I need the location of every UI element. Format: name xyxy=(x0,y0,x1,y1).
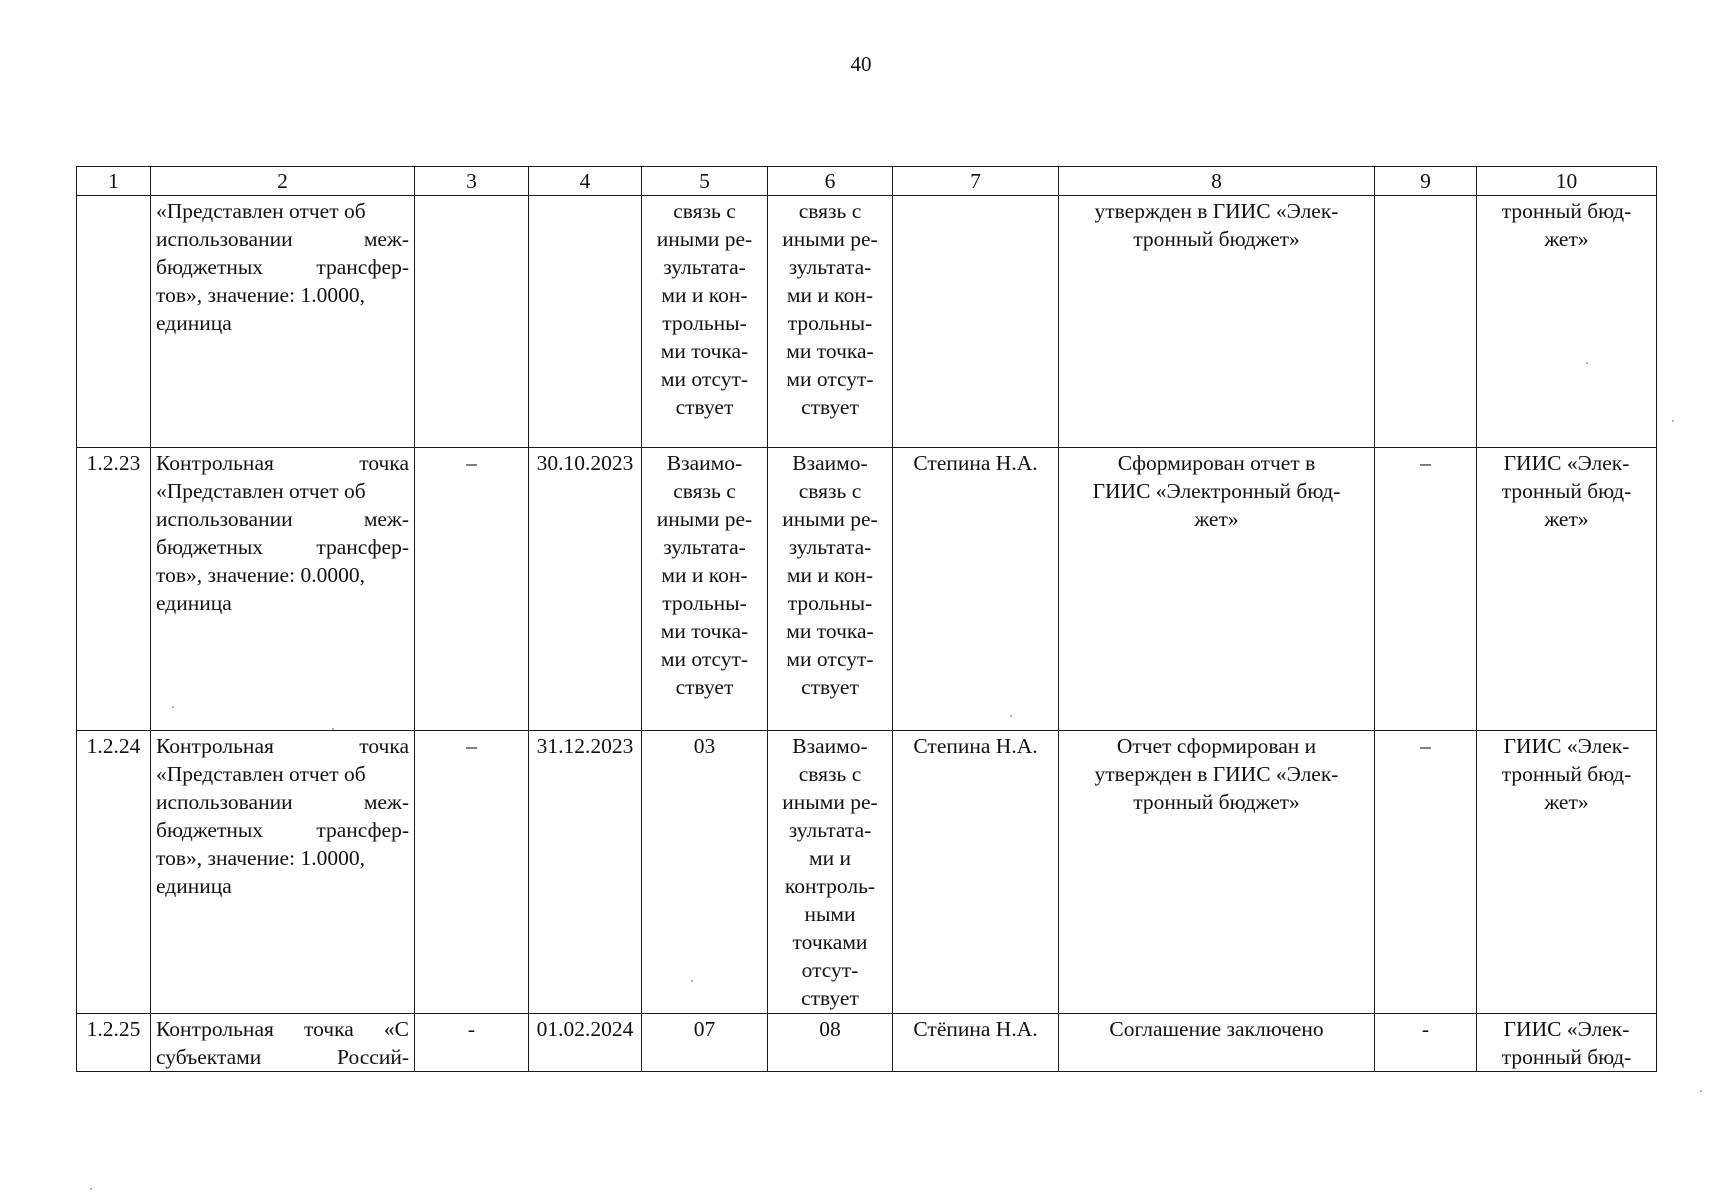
column-header-2: 2 xyxy=(151,167,415,196)
cell-number xyxy=(77,196,151,448)
table-row xyxy=(77,448,1657,731)
cell-date xyxy=(529,196,642,448)
cell-number: 1.2.23 xyxy=(77,448,151,731)
cell-responsible xyxy=(893,196,1059,448)
cell-number: 1.2.25 xyxy=(77,1014,151,1072)
cell-col5: 03 xyxy=(642,731,768,1014)
column-header-6: 6 xyxy=(768,167,893,196)
cell-responsible: Степина Н.А. xyxy=(893,448,1059,731)
cell-col3: – xyxy=(415,448,529,731)
cell-date: 30.10.2023 xyxy=(529,448,642,731)
cell-name: Контрольная точка «Представлен отчет об использовании меж- бюджетных трансфер- тов», значение: 0.0000, единица xyxy=(151,448,415,731)
column-header-9: 9 xyxy=(1375,167,1477,196)
scan-speck xyxy=(90,1188,92,1190)
cell-col6: 08 xyxy=(768,1014,893,1072)
cell-col5: 07 xyxy=(642,1014,768,1072)
cell-col5: Взаимо- связь с иными ре- зультата- ми и кон- трольны- ми точка- ми отсут- ствует xyxy=(642,448,768,731)
scan-speck xyxy=(1700,1090,1702,1092)
cell-date: 31.12.2023 xyxy=(529,731,642,1014)
column-header-8: 8 xyxy=(1059,167,1375,196)
scan-speck xyxy=(1586,362,1588,364)
cell-name: Контрольная точка «С субъектами Россий- xyxy=(151,1014,415,1072)
table-row xyxy=(77,731,1657,1014)
column-header-10: 10 xyxy=(1477,167,1657,196)
cell-col3 xyxy=(415,196,529,448)
table-row xyxy=(77,1014,1657,1072)
cell-col9: – xyxy=(1375,731,1477,1014)
cell-result: утвержден в ГИИС «Элек- тронный бюджет» xyxy=(1059,196,1375,448)
cell-date: 01.02.2024 xyxy=(529,1014,642,1072)
page-number: 40 xyxy=(850,52,872,76)
cell-col5: связь с иными ре- зультата- ми и кон- трольны- ми точка- ми отсут- ствует xyxy=(642,196,768,448)
cell-col6: Взаимо- связь с иными ре- зультата- ми и контроль- ными точками отсут- ствует xyxy=(768,731,893,1014)
scan-speck xyxy=(332,728,334,730)
column-header-5: 5 xyxy=(642,167,768,196)
scan-speck xyxy=(1010,715,1012,717)
cell-col3: – xyxy=(415,731,529,1014)
scan-speck xyxy=(172,706,174,708)
cell-system: тронный бюд- жет» xyxy=(1477,196,1657,448)
cell-name: «Представлен отчет об использовании меж- бюджетных трансфер- тов», значение: 1.0000, единица xyxy=(151,196,415,448)
cell-col9 xyxy=(1375,196,1477,448)
cell-col6: связь с иными ре- зультата- ми и кон- трольны- ми точка- ми отсут- ствует xyxy=(768,196,893,448)
cell-name: Контрольная точка «Представлен отчет об использовании меж- бюджетных трансфер- тов», значение: 1.0000, единица xyxy=(151,731,415,1014)
cell-responsible: Стёпина Н.А. xyxy=(893,1014,1059,1072)
scan-speck xyxy=(1672,420,1674,422)
cell-responsible: Степина Н.А. xyxy=(893,731,1059,1014)
control-points-table xyxy=(76,166,1657,1072)
column-numbers-row xyxy=(77,167,1657,196)
column-header-3: 3 xyxy=(415,167,529,196)
cell-system: ГИИС «Элек- тронный бюд- жет» xyxy=(1477,731,1657,1014)
cell-result: Соглашение заключено xyxy=(1059,1014,1375,1072)
cell-system: ГИИС «Элек- тронный бюд- жет» xyxy=(1477,448,1657,731)
cell-result: Сформирован отчет в ГИИС «Электронный бюд- жет» xyxy=(1059,448,1375,731)
cell-system: ГИИС «Элек- тронный бюд- xyxy=(1477,1014,1657,1072)
table-row xyxy=(77,196,1657,448)
cell-number: 1.2.24 xyxy=(77,731,151,1014)
cell-col9: - xyxy=(1375,1014,1477,1072)
cell-col3: - xyxy=(415,1014,529,1072)
cell-result: Отчет сформирован и утвержден в ГИИС «Элек- тронный бюджет» xyxy=(1059,731,1375,1014)
cell-col6: Взаимо- связь с иными ре- зультата- ми и кон- трольны- ми точка- ми отсут- ствует xyxy=(768,448,893,731)
column-header-1: 1 xyxy=(77,167,151,196)
scan-speck xyxy=(691,980,693,982)
cell-col9: – xyxy=(1375,448,1477,731)
column-header-4: 4 xyxy=(529,167,642,196)
column-header-7: 7 xyxy=(893,167,1059,196)
